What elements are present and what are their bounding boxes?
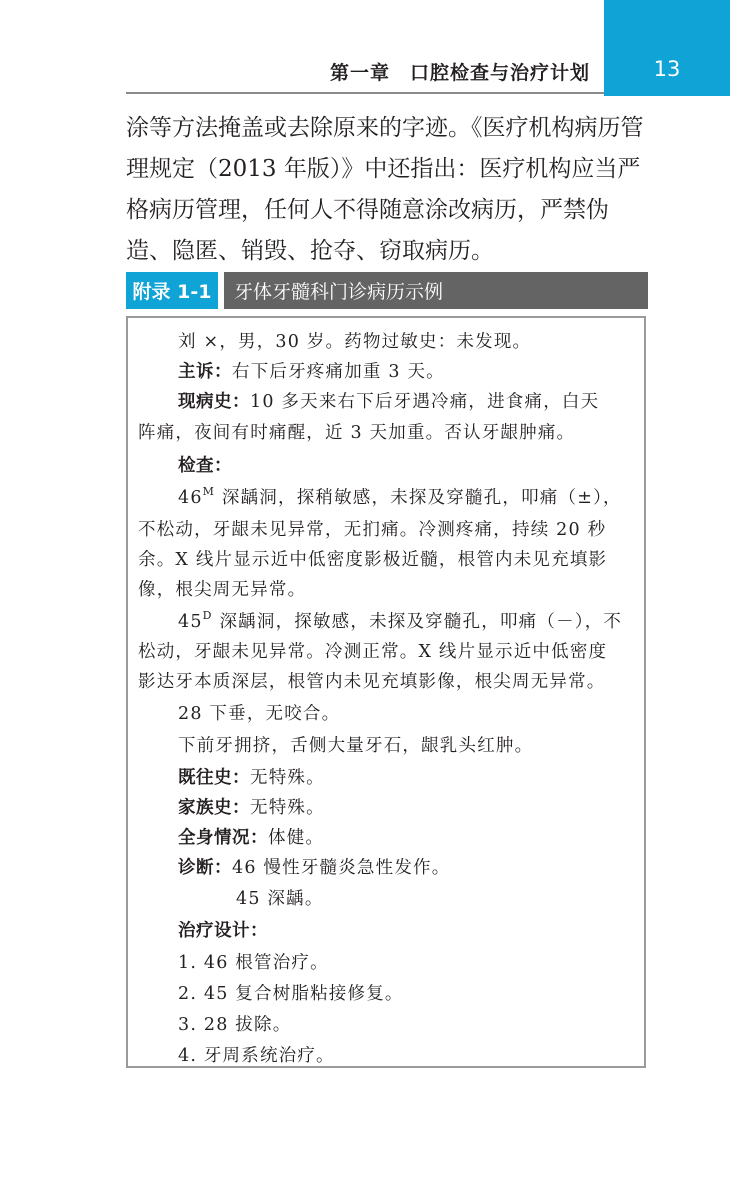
patient-line: 刘 ×，男，30 岁。药物过敏史：未发现。: [178, 332, 532, 352]
history-first: 10 多天来右下后牙遇冷痛，进食痛，白天: [250, 392, 600, 412]
tooth28-line: 28 下垂，无咬合。: [178, 704, 341, 724]
medical-record-box: [126, 316, 646, 1068]
family-history: 家族史：无特殊。: [178, 798, 325, 818]
tooth45-line3: 影达牙本质深层，根管内未见充填影像，根尖周无异常。: [138, 672, 606, 692]
tooth46-line2: 不松动，牙龈未见异常，无扪痛。冷测疼痛，持续 20 秒: [138, 520, 607, 540]
plan-item: 3. 28 拔除。: [178, 1015, 292, 1035]
present-history: [178, 388, 599, 413]
general-condition: 全身情况：体健。: [178, 828, 325, 848]
appendix-title: 牙体牙髓科门诊病历示例: [224, 272, 648, 309]
anterior-line: 下前牙拥挤，舌侧大量牙石，龈乳头红肿。: [178, 736, 534, 756]
page-number-tab: [604, 0, 730, 96]
plan-item: 1. 46 根管治疗。: [178, 953, 329, 973]
appendix-heading: [126, 272, 648, 309]
plan-item: 2. 45 复合树脂粘接修复。: [178, 984, 404, 1004]
tooth45-line1: $45^D$ 深龋洞，探敏感，未探及穿髓孔，叩痛（－），不: [178, 609, 623, 632]
chief-complaint: [178, 358, 445, 383]
tooth45-surface: D: [202, 609, 213, 622]
tooth45-number: 45: [178, 612, 203, 632]
plan-item: 4. 牙周系统治疗。: [178, 1046, 335, 1066]
exam-label: 检查：: [178, 456, 232, 476]
tooth46-number: 46: [178, 488, 203, 508]
tooth46-line4: 像，根尖周无异常。: [138, 580, 307, 600]
header-divider: [126, 92, 604, 94]
diagnosis-line1: 诊断：46 慢性牙髓炎急性发作。: [178, 858, 451, 878]
history-rest: 阵痛，夜间有时痛醒，近 3 天加重。否认牙龈肿痛。: [138, 423, 576, 443]
page-number: 13: [653, 57, 681, 81]
past-history: 既往史：无特殊。: [178, 768, 325, 788]
diagnosis-line2: 45 深龋。: [236, 889, 324, 909]
tooth46-surface: M: [202, 485, 216, 498]
complaint-text: 右下后牙疼痛加重 3 天。: [232, 362, 445, 382]
tooth46-line3: 余。X 线片显示近中低密度影极近髓，根管内未见充填影: [138, 550, 608, 570]
plan-label: 治疗设计：: [178, 921, 268, 941]
lead-paragraph: 涂等方法掩盖或去除原来的字迹。《医疗机构病历管理规定（2013 年版）》中还指出：医疗机构应当严格病历管理，任何人不得随意涂改病历，严禁伪造、隐匿、销毁、抢夺、窃取病历。: [126, 115, 644, 264]
tooth45-line2: 松动，牙龈未见异常。冷测正常。X 线片显示近中低密度: [138, 642, 608, 662]
tooth46-line1: $46^M$ 深龋洞，探稍敏感，未探及穿髓孔，叩痛（±），: [178, 485, 622, 508]
history-label: 现病史：: [178, 392, 250, 412]
complaint-label: 主诉：: [178, 362, 232, 382]
appendix-tag: 附录 1-1: [126, 272, 218, 309]
running-head-title: 第一章 口腔检查与治疗计划: [329, 62, 590, 84]
